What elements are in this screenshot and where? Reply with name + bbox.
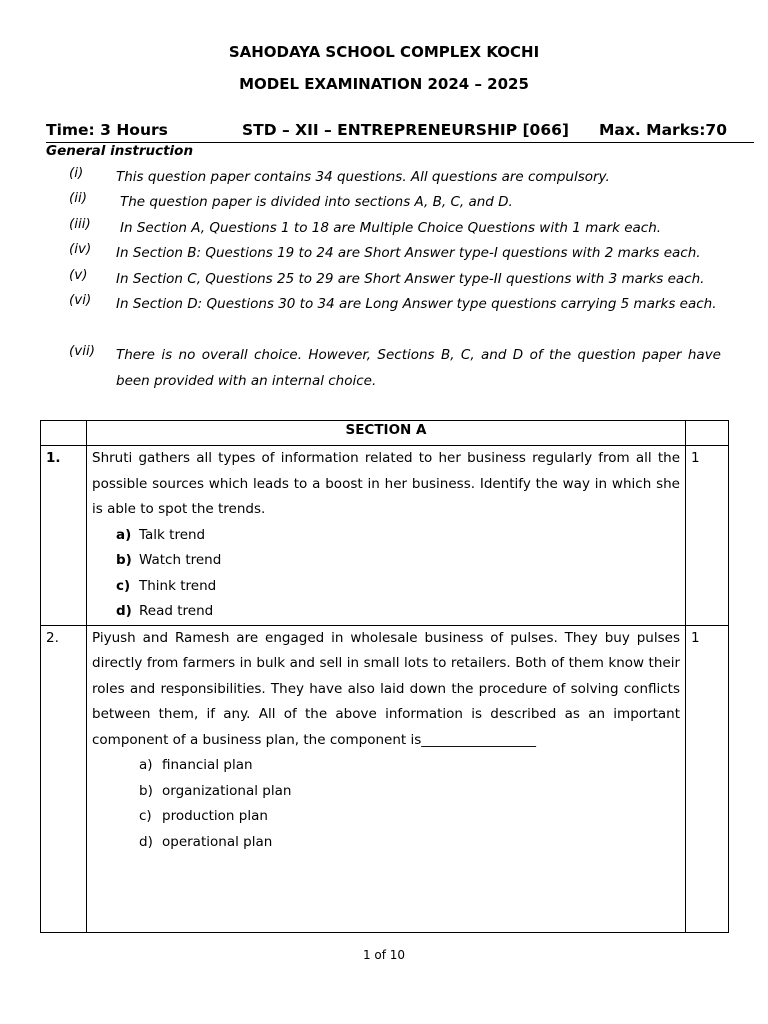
- option-item: [116, 574, 680, 600]
- question-cell: [87, 446, 686, 626]
- options-list: [92, 523, 680, 625]
- option-item: [116, 548, 680, 574]
- instruction-text: In Section D: Questions 30 to 34 are Long Answer type questions carrying 5 marks each.: [116, 296, 717, 312]
- question-text: Shruti gathers all types of information related to her business regularly from all the possible sources which leads to a boost in her business. Identify the way in which she is able to spot the trends.: [92, 450, 680, 517]
- option-text: Read trend: [139, 603, 214, 619]
- option-text: Talk trend: [139, 526, 206, 543]
- instruction-number: (v): [69, 267, 88, 283]
- option-letter: b): [116, 552, 132, 568]
- options-list: [92, 753, 680, 855]
- instruction-text: There is no overall choice. However, Sections B, C, and D of the question paper have been provided with an internal choice.: [116, 347, 721, 389]
- section-marks-cell: [686, 421, 729, 446]
- instructions-heading: General instruction: [46, 143, 194, 159]
- option-letter: c): [116, 577, 131, 594]
- option-letter: b): [139, 782, 153, 799]
- question-row: [41, 625, 729, 932]
- option-text: financial plan: [162, 757, 253, 773]
- option-letter: c): [139, 808, 152, 824]
- option-text: production plan: [162, 808, 268, 824]
- option-item: [139, 804, 680, 830]
- instruction-text: The question paper is divided into sections A, B, C, and D.: [120, 194, 513, 210]
- option-item: [139, 779, 680, 805]
- question-row: [41, 446, 729, 626]
- option-text: Watch trend: [139, 552, 222, 568]
- question-number: 2.: [41, 625, 87, 932]
- instruction-number: (vi): [69, 292, 92, 308]
- section-number-cell: [41, 421, 87, 446]
- instruction-text: This question paper contains 34 questions. All questions are compulsory.: [116, 169, 610, 185]
- section-title: SECTION A: [87, 421, 686, 446]
- option-text: organizational plan: [162, 782, 292, 799]
- option-item: [139, 753, 680, 779]
- instruction-number: (i): [69, 165, 84, 181]
- question-number: 1.: [41, 446, 87, 626]
- instruction-number: (iv): [69, 241, 92, 257]
- option-item: [116, 599, 680, 625]
- exam-subject: STD – XII – ENTREPRENEURSHIP [066]: [242, 121, 569, 139]
- exam-time: Time: 3 Hours: [46, 121, 168, 139]
- question-marks: 1: [686, 625, 729, 932]
- option-letter: d): [116, 603, 132, 619]
- instruction-text: In Section A, Questions 1 to 18 are Multiple Choice Questions with 1 mark each.: [120, 220, 662, 236]
- instruction-number: (iii): [69, 216, 91, 232]
- question-text: Piyush and Ramesh are engaged in wholesale business of pulses. They buy pulses directly from farmers in bulk and sell in small lots to retailers. Both of them know their roles and responsibilities. They have also laid down the procedure of solving conflicts between them, if any. All of the above information is described as an important component of a business plan, the component is_________________: [92, 629, 680, 748]
- section-header-row: [41, 421, 729, 446]
- option-text: Think trend: [139, 577, 217, 594]
- instruction-text: In Section B: Questions 19 to 24 are Short Answer type-I questions with 2 marks each.: [116, 245, 701, 261]
- exam-title: MODEL EXAMINATION 2024 – 2025: [239, 75, 529, 93]
- option-letter: d): [139, 833, 153, 850]
- instruction-number: (vii): [69, 343, 96, 359]
- option-item: [116, 523, 680, 549]
- max-marks: Max. Marks:70: [599, 121, 727, 139]
- option-text: operational plan: [162, 833, 273, 850]
- question-table: [40, 420, 729, 933]
- instruction-number: (ii): [69, 190, 88, 206]
- instruction-text: In Section C, Questions 25 to 29 are Short Answer type-II questions with 3 marks each.: [116, 271, 705, 287]
- question-cell: [87, 625, 686, 932]
- page-number: 1 of 10: [362, 948, 406, 962]
- option-item: [139, 830, 680, 856]
- option-letter: a): [116, 526, 132, 543]
- school-name: SAHODAYA SCHOOL COMPLEX KOCHI: [228, 43, 540, 61]
- question-marks: 1: [686, 446, 729, 626]
- option-letter: a): [139, 757, 153, 773]
